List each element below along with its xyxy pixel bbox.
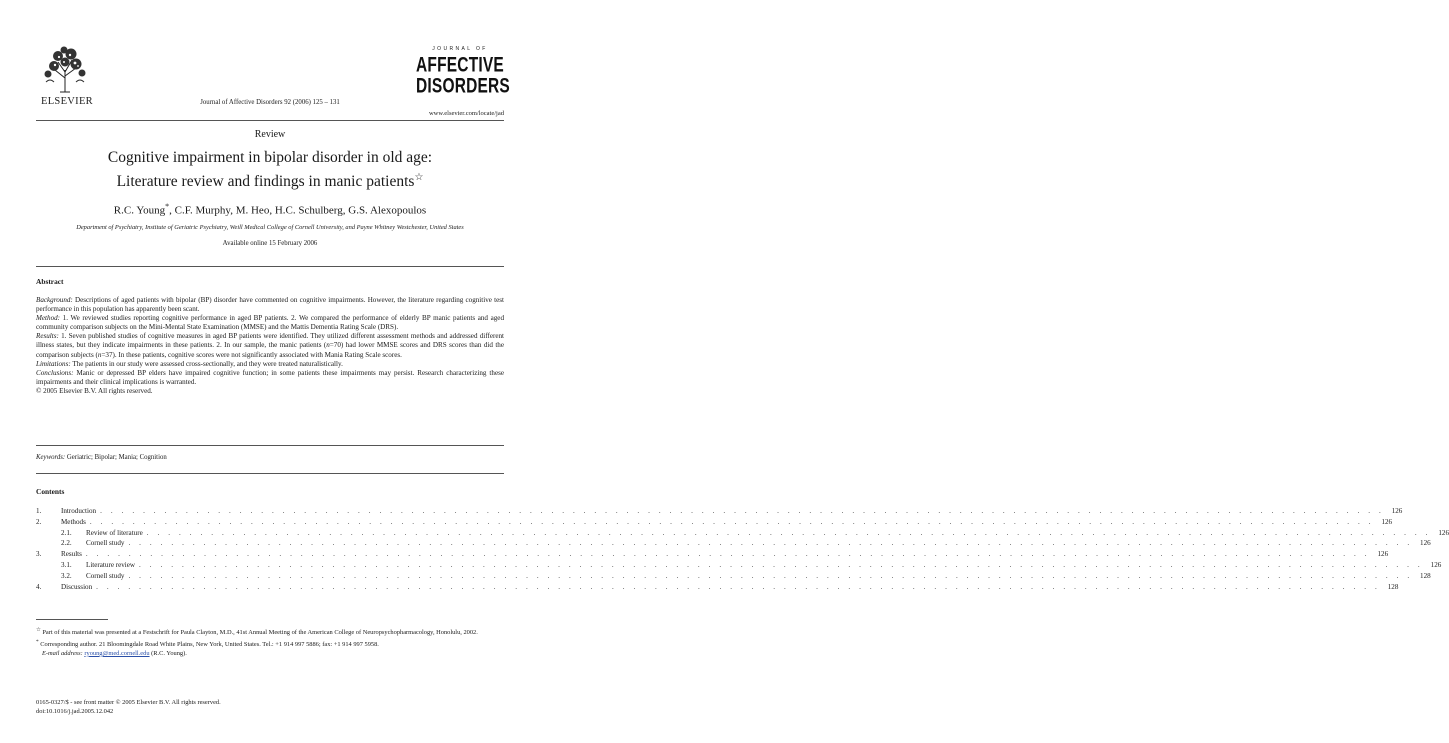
contents-heading: Contents	[36, 487, 65, 496]
toc-item[interactable]	[36, 517, 1393, 529]
footnote-rule	[36, 619, 108, 620]
toc-leader-dots: . . . . . . . . . . . . . . . . . . . . . . . . . . . . . . . . . . . . . . . . . . . . . . . . . . . . . . . . . . . . . . . . . . . . . . . . . . . . . . . . . . . . . . . . . . . . . . . . . . . . . . . . . . . . . . . . . . . . . . . .	[128, 539, 1413, 548]
toc-page: 128	[1387, 582, 1399, 591]
toc-item[interactable]	[36, 571, 1431, 583]
toc-item[interactable]	[36, 550, 1389, 561]
toc-page: 126	[1381, 517, 1393, 526]
toc-number: 2.1.	[61, 528, 72, 537]
toc-number: 2.	[36, 517, 42, 526]
affiliation: Department of Psychiatry, Institute of Geriatric Psychiatry, Weill Medical College of Cornell University, and Payne Whitney Westchester, United States	[76, 224, 464, 231]
toc-leader-dots: . . . . . . . . . . . . . . . . . . . . . . . . . . . . . . . . . . . . . . . . . . . . . . . . . . . . . . . . . . . . . . . . . . . . . . . . . . . . . . . . . . . . . . . . . . . . . . . . . . . . . . . . . . . . . . . . . . . . . . . .	[100, 507, 1385, 515]
elsevier-logo	[36, 44, 96, 108]
elsevier-tree-icon	[40, 44, 90, 94]
journal-logo-line1: AFFECTIVE	[416, 54, 504, 77]
toc-title: Literature review	[86, 560, 136, 569]
abstract-copyright: © 2005 Elsevier B.V. All rights reserved.	[36, 386, 153, 395]
footnote-email: E-mail address: ryoung@med.cornell.edu (R.C. Young).	[42, 649, 187, 657]
abstract-background: Background: Descriptions of aged patients with bipolar (BP) disorder have commented on cognitive impairments. However, the literature regarding cognitive test performance in this population has apparently been scant.	[36, 296, 504, 314]
keywords-list: Geriatric; Bipolar; Mania; Cognition	[65, 454, 167, 461]
footnote-asterisk: *	[36, 638, 39, 645]
toc-leader-dots: . . . . . . . . . . . . . . . . . . . . . . . . . . . . . . . . . . . . . . . . . . . . . . . . . . . . . . . . . . . . . . . . . . . . . . . . . . . . . . . . . . . . . . . . . . . . . . . . . . . . . . . . . . . . . . . . . . . . . . . .	[139, 560, 1424, 569]
toc-item[interactable]	[36, 560, 1442, 572]
journal-citation: Journal of Affective Disorders 92 (2006) 125 – 131	[200, 99, 340, 106]
footnote-2: * Corresponding author. 21 Bloomingdale Road White Plains, New York, United States. Tel.: +1 914 997 5886; fax: +1 914 997 5958.	[36, 638, 379, 649]
corresponding-author-mark[interactable]: *	[165, 202, 170, 211]
footnotes	[36, 626, 504, 659]
journal-url[interactable]: www.elsevier.com/locate/jad	[428, 110, 504, 117]
toc-page: 126	[1377, 550, 1389, 559]
article-title	[36, 148, 504, 192]
keywords-rule	[36, 445, 504, 446]
toc-title: Discussion	[61, 582, 93, 591]
toc-number: 3.1.	[61, 560, 72, 569]
author-first[interactable]: R.C. Young	[113, 204, 166, 217]
abstract-conclusions: Conclusions: Manic or depressed BP elders have impaired cognitive function; in some patients these impairments may persist. Research characterizing these impairments and their clinical implications is warranted.	[36, 368, 504, 386]
bottom-matter	[36, 699, 504, 717]
toc-item[interactable]	[36, 539, 1431, 550]
toc-leader-dots: . . . . . . . . . . . . . . . . . . . . . . . . . . . . . . . . . . . . . . . . . . . . . . . . . . . . . . . . . . . . . . . . . . . . . . . . . . . . . . . . . . . . . . . . . . . . . . . . . . . . . . . . . . . . . . . . . . . . . . . .	[85, 550, 1371, 559]
author-list	[36, 202, 504, 217]
toc-item[interactable]	[36, 528, 1449, 540]
footnote-star-icon: ☆	[36, 627, 41, 633]
toc-leader-dots: . . . . . . . . . . . . . . . . . . . . . . . . . . . . . . . . . . . . . . . . . . . . . . . . . . . . . . . . . . . . . . . . . . . . . . . . . . . . . . . . . . . . . . . . . . . . . . . . . . . . . . . . . . . . . . . . . . . . . . . .	[96, 582, 1381, 591]
toc-title: Introduction	[61, 507, 97, 515]
article-type: Review	[254, 129, 286, 140]
journal-logo	[416, 46, 510, 98]
title-line-1: Cognitive impairment in bipolar disorder in old age:	[107, 149, 433, 166]
email-link[interactable]: ryoung@med.cornell.edu	[84, 649, 150, 657]
toc-item[interactable]	[36, 582, 1399, 594]
toc-title: Results	[61, 550, 82, 559]
abstract-limitations: Limitations: The patients in our study were assessed cross-sectionally, and they were treated naturalistically.	[36, 359, 343, 368]
abstract-body	[36, 296, 504, 396]
doi-link[interactable]: doi:10.1016/j.jad.2005.12.042	[36, 707, 114, 715]
header-rule	[36, 120, 504, 121]
toc-leader-dots: . . . . . . . . . . . . . . . . . . . . . . . . . . . . . . . . . . . . . . . . . . . . . . . . . . . . . . . . . . . . . . . . . . . . . . . . . . . . . . . . . . . . . . . . . . . . . . . . . . . . . . . . . . . . . . . . . . . . . . . .	[89, 517, 1375, 526]
toc-number: 2.2.	[61, 539, 72, 548]
abstract-top-rule	[36, 266, 504, 267]
issn-line: 0165-0327/$ - see front matter © 2005 Elsevier B.V. All rights reserved.	[36, 699, 221, 706]
toc-page: 126	[1430, 560, 1442, 569]
footnote-1: ☆ Part of this material was presented at a Festschrift for Paula Clayton, M.D., 41st Annual Meeting of the American College of Neuropsychopharmacology, Honolulu, 2002.	[36, 627, 478, 637]
toc-number: 3.	[36, 550, 42, 559]
toc-number: 1.	[36, 507, 42, 515]
keywords-label: Keywords:	[36, 454, 66, 461]
author-rest: , C.F. Murphy, M. Heo, H.C. Schulberg, G.S. Alexopoulos	[169, 204, 427, 217]
abstract-method: Method: 1. We reviewed studies reporting cognitive performance in aged BP patients. 2. We compared the performance of elderly BP manic patients and aged community comparison subjects on the Mini-Mental State Examination (MMSE) and the Mattis Dementia Rating Scale (DRS).	[36, 314, 504, 332]
toc-page: 128	[1420, 571, 1431, 580]
toc-leader-dots: . . . . . . . . . . . . . . . . . . . . . . . . . . . . . . . . . . . . . . . . . . . . . . . . . . . . . . . . . . . . . . . . . . . . . . . . . . . . . . . . . . . . . . . . . . . . . . . . . . . . . . . . . . . . . . . . . . . . . . . .	[146, 528, 1431, 537]
toc-item[interactable]	[36, 507, 1403, 518]
journal-logo-line2: DISORDERS	[416, 75, 510, 98]
keywords	[36, 454, 504, 461]
toc-page: 126	[1438, 528, 1449, 537]
toc-title: Review of literature	[86, 528, 143, 537]
toc-page: 126	[1420, 539, 1431, 548]
abstract-heading: Abstract	[36, 277, 64, 286]
available-online-date: Available online 15 February 2006	[222, 240, 318, 247]
toc-title: Methods	[61, 517, 86, 526]
journal-logo-top: JOURNAL OF	[432, 46, 488, 52]
title-footnote-star-icon[interactable]: ☆	[414, 172, 424, 183]
toc-title: Cornell study	[86, 539, 125, 548]
toc-number: 3.2.	[61, 571, 72, 580]
abstract-results: Results: 1. Seven published studies of cognitive measures in aged BP patients were identified. They utilized different assessment methods and addressed different illness states, but they indicate impairments in these patients. 2. In our sample, the manic patients (n=70) had lower MMSE scores and DRS scores than did the comparison subjects (n=37). In these patients, cognitive scores were not significantly associated with Mania Rating Scale scores.	[36, 332, 505, 359]
title-line-2-text: Literature review and findings in manic patients	[116, 173, 415, 191]
toc-page: 126	[1391, 507, 1403, 515]
toc-number: 4.	[36, 582, 42, 591]
toc-leader-dots: . . . . . . . . . . . . . . . . . . . . . . . . . . . . . . . . . . . . . . . . . . . . . . . . . . . . . . . . . . . . . . . . . . . . . . . . . . . . . . . . . . . . . . . . . . . . . . . . . . . . . . . . . . . . . . . . . . . . . . . .	[128, 571, 1413, 580]
publisher-name: ELSEVIER	[41, 96, 93, 107]
contents-top-rule	[36, 473, 504, 474]
toc-title: Cornell study	[86, 571, 125, 580]
table-of-contents	[36, 507, 1449, 593]
title-line-2	[36, 168, 504, 192]
